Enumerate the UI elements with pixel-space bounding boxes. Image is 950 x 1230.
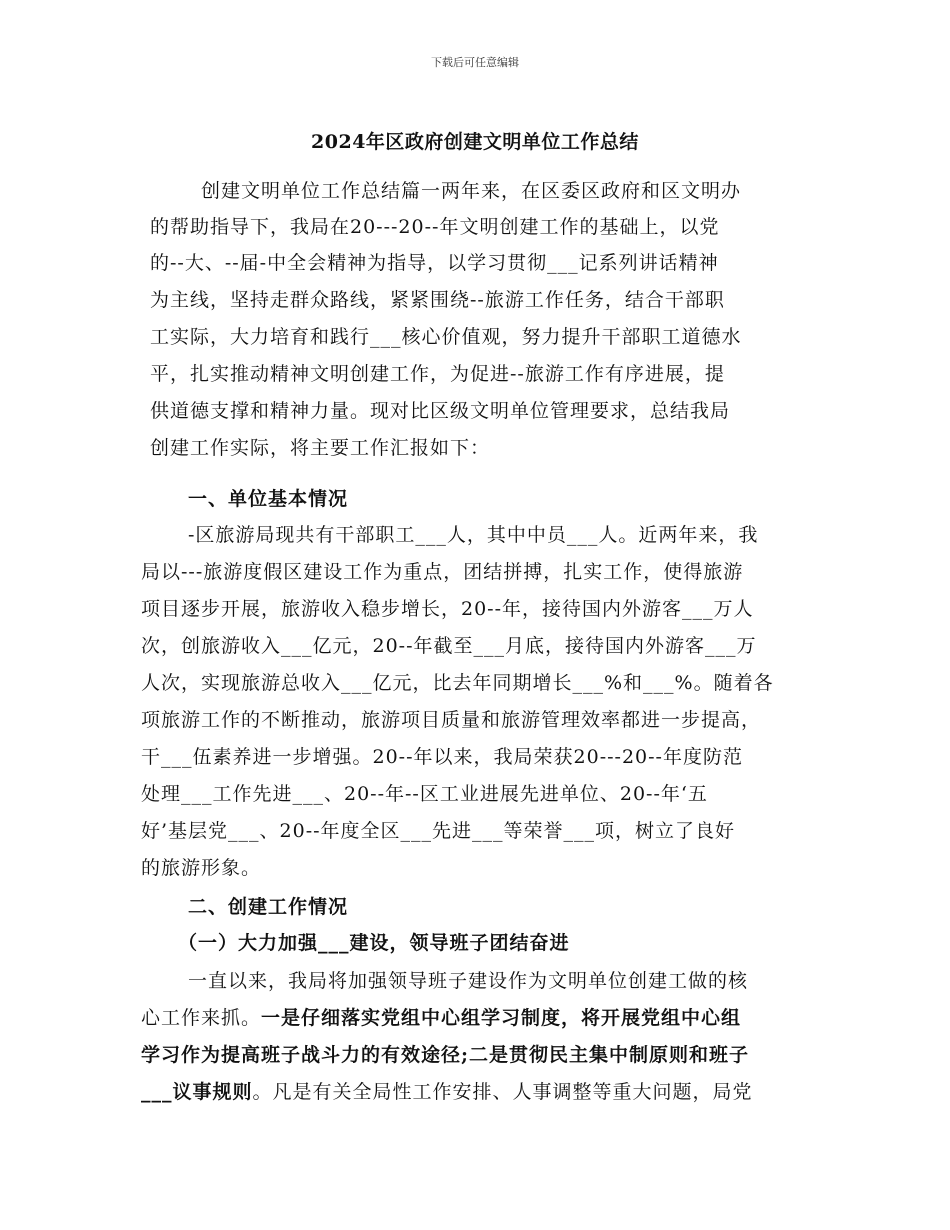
section-1-line-3: 项目逐步开展，旅游收入稳步增长，20--年，接待国内外游客___万人 [141, 598, 754, 620]
section-1-line-8: 处理___工作先进___、20--年--区工业进展先进单位、20--年‘五 [141, 783, 708, 805]
intro-line-6: 平，扎实推动精神文明创建工作，为促进--旅游工作有序进展，提 [150, 363, 725, 385]
page-header-note: 下载后可任意编辑 [431, 56, 519, 69]
intro-line-7: 供道德支撑和精神力量。现对比区级文明单位管理要求，总结我局 [150, 400, 731, 422]
intro-line-1: 创建文明单位工作总结篇一两年来，在区委区政府和区文明办 [201, 180, 742, 202]
document-title: 2024年区政府创建文明单位工作总结 [311, 131, 639, 153]
intro-line-2: 的帮助指导下，我局在20---20--年文明创建工作的基础上，以党 [150, 216, 720, 238]
paragraph-3-line-4 [141, 1077, 753, 1104]
section-1-line-10: 的旅游形象。 [141, 857, 262, 879]
section-2-heading: 二、创建工作情况 [188, 896, 349, 918]
section-1-line-7: 干___伍素养进一步增强。20--年以来，我局荣获20---20--年度防范 [141, 746, 743, 768]
section-1-line-1: -区旅游局现共有干部职工___人，其中中员___人。近两年来，我 [188, 524, 759, 546]
section-1-line-5: 人次，实现旅游总收入___亿元，比去年同期增长___%和___%。随着各 [141, 672, 774, 694]
paragraph-3-line-1: 一直以来，我局将加强领导班子建设作为文明单位创建工做的核 [188, 970, 749, 992]
paragraph-3-line-4-normal: 。凡是有关全局性工作安排、人事调整等重大问题，局党 [252, 1081, 753, 1103]
subsection-1-heading: （一）大力加强___建设，领导班子团结奋进 [178, 932, 570, 954]
section-1-line-6: 项旅游工作的不断推动，旅游项目质量和旅游管理效率都进一步提高， [141, 709, 762, 731]
intro-line-5: 工实际，大力培育和践行___核心价值观，努力提升干部职工道德水 [150, 326, 742, 348]
section-1-line-9: 好’基层党___、20--年度全区___先进___等荣誉___项，树立了良好 [141, 820, 736, 842]
paragraph-3-line-2-normal: 心工作来抓。 [141, 1007, 262, 1029]
intro-line-3: 的--大、--届-中全会精神为指导，以学习贯彻___记系列讲话精神 [150, 252, 719, 274]
paragraph-3-line-2-bold: 一是仔细落实党组中心组学习制度，将开展党组中心组 [261, 1007, 742, 1029]
section-1-line-4: 次，创旅游收入___亿元，20--年截至___月底，接待国内外游客___万 [141, 635, 757, 657]
section-1-line-2: 局以---旅游度假区建设工作为重点，团结拼搏，扎实工作，使得旅游 [141, 561, 744, 583]
section-1-heading: 一、单位基本情况 [188, 488, 349, 510]
intro-line-8: 创建工作实际，将主要工作汇报如下： [150, 437, 491, 459]
paragraph-3-line-2 [141, 1003, 741, 1030]
intro-line-4: 为主线，坚持走群众路线，紧紧围绕--旅游工作任务，结合干部职 [150, 289, 725, 311]
paragraph-3-line-3: 学习作为提高班子战斗力的有效途径;二是贯彻民主集中制原则和班子 [141, 1044, 750, 1066]
paragraph-3-line-4-bold: ___议事规则 [141, 1081, 253, 1103]
